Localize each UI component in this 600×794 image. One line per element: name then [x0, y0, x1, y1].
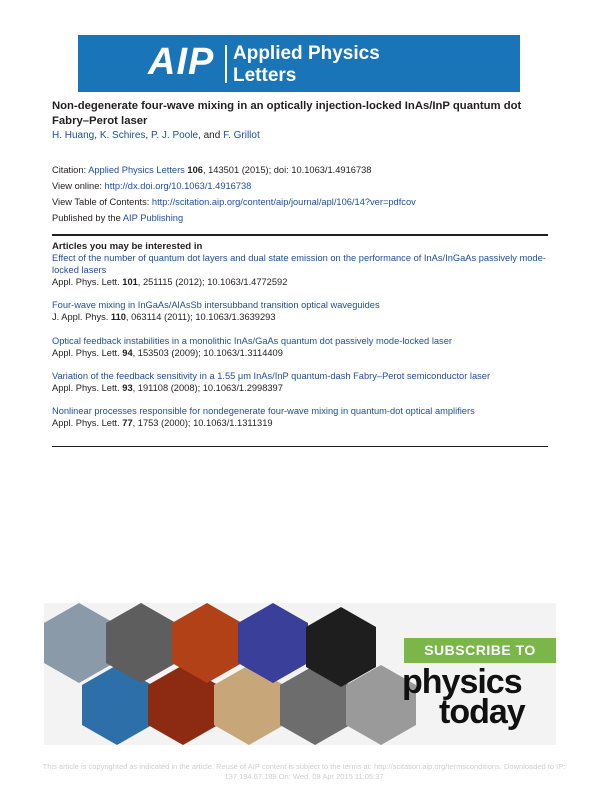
related-article-citation: Appl. Phys. Lett. 77, 1753 (2000); 10.1063/1.1311319: [52, 418, 273, 428]
physics-today-logo-today: today: [439, 693, 525, 731]
aip-logo: AIP: [148, 41, 215, 83]
divider: [52, 446, 548, 447]
related-article-citation: J. Appl. Phys. 110, 063114 (2011); 10.1063/1.3639293: [52, 312, 276, 322]
physics-today-logo-physics: physics: [402, 663, 522, 701]
related-article-link[interactable]: Variation of the feedback sensitivity in a 1.55 μm InAs/InP quantum-dash Fabry–Perot semiconductor laser: [52, 371, 491, 381]
author-link[interactable]: H. Huang: [52, 130, 95, 141]
related-articles-heading: Articles you may be interested in: [52, 241, 203, 252]
physics-today-ad[interactable]: [44, 603, 556, 745]
journal-name-line1: Applied Physics: [233, 43, 380, 64]
subscribe-banner[interactable]: SUBSCRIBE TO: [404, 638, 556, 663]
article-title: Non-degenerate four-wave mixing in an optically injection-locked InAs/InP quantum dot Fabry–Perot laser: [52, 100, 522, 127]
toc-link[interactable]: http://scitation.aip.org/content/aip/journal/apl/106/14?ver=pdfcov: [151, 197, 416, 207]
copyright-footer: This article is copyrighted as indicated in the article. Reuse of AIP content is subject to the terms at: http://scitation.aip.org/termsconditions. Downloaded to IP: 137.194.67.189 On: Wed, 08 Apr 2015 11:05:37: [42, 762, 566, 781]
author-link[interactable]: K. Schires: [99, 130, 146, 141]
view-toc-line: View Table of Contents: http://scitation.aip.org/content/aip/journal/apl/106/14?ver=pdfcov: [52, 197, 416, 207]
author-link[interactable]: F. Grillot: [223, 130, 260, 141]
publisher-link[interactable]: AIP Publishing: [122, 213, 184, 223]
journal-name-line2: Letters: [233, 65, 297, 86]
author-link[interactable]: P. J. Poole: [150, 130, 199, 141]
author-list: H. Huang, K. Schires, P. J. Poole, and F. Grillot: [52, 130, 260, 141]
related-article-citation: Appl. Phys. Lett. 93, 191108 (2008); 10.1063/1.2998397: [52, 383, 283, 393]
divider: [52, 234, 548, 236]
related-article-citation: Appl. Phys. Lett. 101, 251115 (2012); 10.1063/1.4772592: [52, 277, 288, 287]
published-line: Published by the AIP Publishing: [52, 213, 184, 223]
related-article-link[interactable]: Nonlinear processes responsible for nondegenerate four-wave mixing in quantum-dot optical amplifiers: [52, 406, 475, 416]
related-article-link[interactable]: Effect of the number of quantum dot layers and dual state emission on the performance of InAs/InGaAs passively mode-locked lasers: [52, 253, 546, 275]
doi-link[interactable]: http://dx.doi.org/10.1063/1.4916738: [104, 181, 252, 191]
citation-line: Citation: Applied Physics Letters 106, 143501 (2015); doi: 10.1063/1.4916738: [52, 165, 372, 175]
journal-link[interactable]: Applied Physics Letters: [88, 165, 185, 175]
related-article-citation: Appl. Phys. Lett. 94, 153503 (2009); 10.1063/1.3114409: [52, 348, 283, 358]
banner-divider: [225, 45, 227, 83]
related-article-link[interactable]: Optical feedback instabilities in a monolithic InAs/GaAs quantum dot passively mode-locked laser: [52, 336, 452, 346]
related-article-link[interactable]: Four-wave mixing in InGaAs/AlAsSb intersubband transition optical waveguides: [52, 300, 380, 310]
view-online-line: View online: http://dx.doi.org/10.1063/1.4916738: [52, 181, 252, 191]
journal-banner: [78, 35, 520, 92]
